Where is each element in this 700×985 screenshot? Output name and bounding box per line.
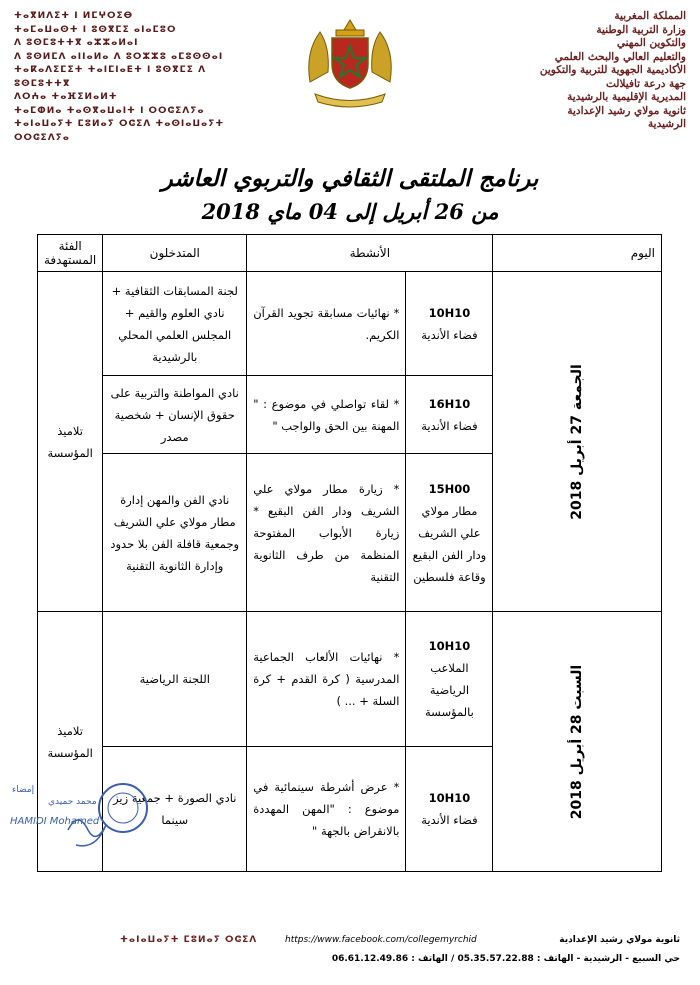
time-cell bbox=[406, 454, 493, 612]
header-ar-line: والتعليم العالي والبحث العلمي bbox=[554, 50, 686, 63]
footer-address-phone: حي السبيع - الرشيدية - الهاتف : 05.35.57.22.88 / الهاتف : 06.61.12.49.86 bbox=[331, 954, 680, 964]
header-day: اليوم bbox=[493, 235, 662, 272]
participants-cell: نادي الفن والمهن إدارة مطار مولاي علي الشريف وجمعية قافلة الفن بلا حدود وإدارة الثانوية التقنية bbox=[103, 454, 247, 612]
program-title: برنامج الملتقى الثقافي والتربوي العاشر bbox=[161, 165, 539, 192]
header-arabic-block bbox=[426, 10, 686, 132]
time-cell bbox=[406, 272, 493, 376]
program-table bbox=[37, 234, 662, 872]
header-ar-line: وزارة التربية الوطنية bbox=[596, 23, 686, 36]
table-header-row bbox=[38, 235, 662, 272]
day-cell bbox=[493, 272, 662, 612]
header-ar-line: ثانوية مولاي رشيد الإعدادية bbox=[567, 104, 686, 117]
time-cell bbox=[406, 612, 493, 747]
header-ar-line: المملكة المغربية bbox=[614, 10, 686, 22]
participants-cell: نادي المواطنة والتربية على حقوق الإنسان + شخصية مصدر bbox=[103, 376, 247, 454]
day-label: الجمعة 27 أبريل 2018 bbox=[569, 363, 586, 520]
place-value: فضاء الأندية bbox=[421, 813, 478, 827]
header-tf-line: ⵜⴰⵎⵀⵍⴰ ⵜⴰⵙⴳⴰⵡⴰⵏⵜ ⵏ ⵔⵔⵛⵉⴷⵢⴰ bbox=[14, 105, 205, 116]
day-cell bbox=[493, 612, 662, 872]
participants-cell: نادي الصورة + جمعية زيز سينما bbox=[103, 747, 247, 872]
header-activities: الأنشطة bbox=[247, 235, 493, 272]
activity-cell: * عرض أشرطة سينمائية في موضوع : "المهن المهددة بالانقراض بالجهة " bbox=[247, 747, 406, 872]
place-value: الملاعب الرياضية بالمؤسسة bbox=[425, 661, 474, 719]
header-ar-line: الرشيدية bbox=[648, 118, 686, 130]
place-value: فضاء الأندية bbox=[421, 327, 478, 342]
activity-cell: * لقاء تواصلي في موضوع : " المهنة بين الحق والواجب " bbox=[247, 376, 406, 454]
header-tf-line: ⵜⴰⴳⵍⴷⵉⵜ ⵏ ⵍⵎⵖⵔⵉⴱ bbox=[14, 11, 134, 21]
activity-cell: * نهائيات الألعاب الجماعية المدرسية ( كرة القدم + كرة السلة + ... ) bbox=[247, 612, 406, 747]
header-tf-line: ⵜⴰⴽⴰⴷⵉⵎⵉⵜ ⵜⴰⵏⵎⵏⴰⴹⵜ ⵏ ⵓⵙⴳⵎⵉ ⴷ ⵓⵙⵎⵓⵜⵜⴳ bbox=[14, 65, 207, 89]
activity-cell: * نهائيات مسابقة تجويد القرآن الكريم. bbox=[247, 272, 406, 376]
header-tifinagh-block bbox=[14, 10, 264, 145]
place-value: مطار مولاي علي الشريف ودار الفن البقيع وقاعة فلسطين bbox=[412, 503, 487, 584]
table-row bbox=[38, 612, 662, 747]
coat-of-arms-emblem bbox=[300, 12, 400, 112]
header-tf-line: ⴷⵔⵄⴰ ⵜⴰⴼⵉⵍⴰⵍⵜ bbox=[14, 92, 118, 102]
activity-cell: * زيارة مطار مولاي علي الشريف ودار الفن البقيع * زيارة الأبواب المفتوحة المنظمة من طرف الثانوية التقنية bbox=[247, 454, 406, 612]
header-ar-line: الأكاديمية الجهوية للتربية والتكوين bbox=[539, 64, 686, 76]
time-value: 10H10 bbox=[428, 639, 471, 653]
participants-cell: اللجنة الرياضية bbox=[103, 612, 247, 747]
footer-tifinagh: ⵜⴰⵏⴰⵡⴰⵢⵜ ⵎⵓⵍⴰⵢ ⵔⵛⵉⴷ bbox=[120, 935, 258, 945]
header-tf-line: ⵔⵔⵛⵉⴷⵢⴰ bbox=[14, 132, 71, 143]
header-tf-line: ⴷ ⵓⵙⵍⵎⴷ ⴰⵏⵏⴰⵍⴰ ⴷ ⵓⵔⵣⵣⵓ ⴰⵎⵓⵙⵙⴰⵏ bbox=[14, 51, 224, 62]
header-tf-line: ⵜⴰⵎⴰⵡⴰⵙⵜ ⵏ ⵓⵙⴳⵎⵉ ⴰⵏⴰⵎⵓⵔ bbox=[14, 24, 177, 35]
program-dates: من 26 أبريل إلى 04 ماي 2018 bbox=[201, 199, 499, 224]
signature-name-arabic: محمد حميدي bbox=[48, 797, 97, 807]
header-ar-line: والتكوين المهني bbox=[616, 37, 686, 49]
time-value: 10H10 bbox=[428, 791, 471, 805]
time-cell bbox=[406, 376, 493, 454]
header-ar-line: المديرية الإقليمية بالرشيدية bbox=[567, 91, 686, 103]
time-cell bbox=[406, 747, 493, 872]
time-value: 16H10 bbox=[428, 396, 471, 411]
header-target: الفئة المستهدفة bbox=[38, 235, 103, 272]
participants-cell: لجنة المسابقات الثقافية + نادي العلوم والقيم + المجلس العلمي المحلي بالرشيدية bbox=[103, 272, 247, 376]
header-tf-line: ⵜⴰⵏⴰⵡⴰⵢⵜ ⵎⵓⵍⴰⵢ ⵔⵛⵉⴷ ⵜⴰⵙⵏⴰⵡⴰⵢⵜ bbox=[14, 119, 225, 129]
time-value: 10H10 bbox=[428, 305, 471, 320]
signature-name-latin: HAMIDI Mohamed bbox=[10, 816, 100, 827]
footer-school-name: ثانوية مولاي رشيد الإعدادية bbox=[559, 935, 680, 945]
header-ar-line: جهة درعة تافيلالت bbox=[606, 77, 686, 90]
signature-caption: إمضاء bbox=[12, 785, 35, 795]
footer-facebook-link[interactable]: https://www.facebook.com/collegemyrchid bbox=[285, 935, 477, 945]
table-row bbox=[38, 272, 662, 376]
day-label: السبت 28 أبريل 2018 bbox=[569, 664, 586, 819]
header-participants: المتدخلون bbox=[103, 235, 247, 272]
place-value: فضاء الأندية bbox=[421, 418, 478, 433]
target-cell: تلاميذ المؤسسة bbox=[38, 612, 103, 872]
school-stamp-signature bbox=[8, 780, 158, 860]
target-cell: تلاميذ المؤسسة bbox=[38, 272, 103, 612]
header-tf-line: ⴷ ⵓⵙⵎⵓⵜⵜⴳ ⴰⵣⵣⴰⵍⴰⵏ bbox=[14, 38, 139, 48]
time-value: 15H00 bbox=[428, 481, 471, 496]
